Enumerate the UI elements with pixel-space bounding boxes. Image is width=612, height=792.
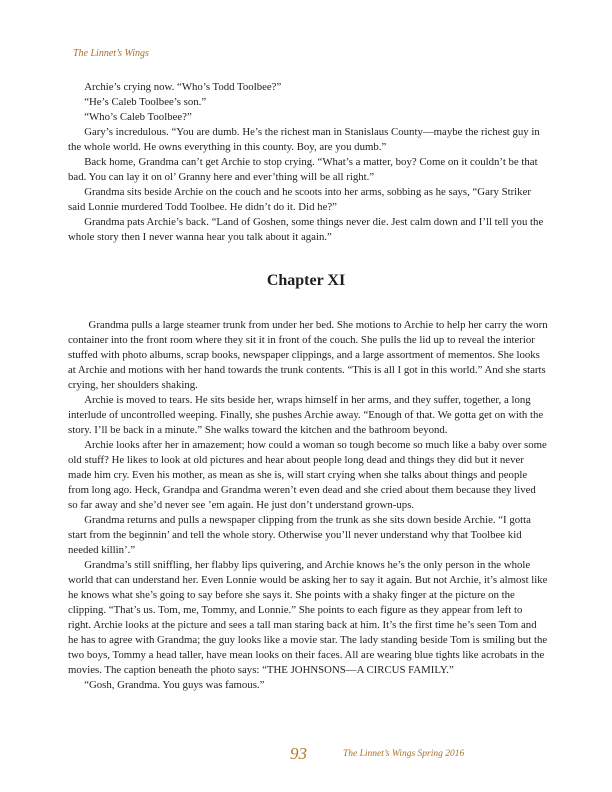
story-section-chapter-body [68,318,548,693]
paragraph: Grandma’s still sniffling, her flabby lips quivering, and Archie knows he’s the only person in the whole world that can understand her. Even Lonnie would be asking her to say it again. But not Archie, it’s almost like he knows what she’s going to say before she says it. She points with a shaky finger at the picture on the clipping. “That’s us. Tom, me, Tommy, and Lonnie.” She points to each figure as they appear from left to right. Archie looks at the picture and sees a tall man staring back at him. It’s the first time he’s seen Tom and he has to agree with Grandma; the guy looks like a movie star. The lady standing beside Tom is smiling but the two boys, Tommy a head taller, have mean looks on their faces. All are wearing blue tights like acrobats in the movies. The caption beneath the photo says: “THE JOHNSONS—A CIRCUS FAMILY.” [68,559,548,676]
paragraph: “Gosh, Grandma. You guys was famous.” [84,679,265,691]
running-head: The Linnet’s Wings [73,48,149,59]
chapter-heading: Chapter XI [266,272,346,289]
paragraph: Grandma returns and pulls a newspaper clipping from the trunk as she sits down beside Archie. “I gotta start from the beginnin’ and tell the whole story. Otherwise you’ll never understand why that Toolbee kid needed killin’.” [68,514,531,556]
story-section-before-chapter [68,80,548,245]
page-footer [0,744,612,768]
paragraph: Archie looks after her in amazement; how could a woman so tough become so much like a baby over some old stuff? He likes to look at old pictures and hear about people long dead and things they did but it never made him cry. Even his mother, as mean as she is, will start crying when she talks about things and people from long ago. Heck, Grandpa and Grandma weren’t even dead and she cried about them because they lived so far away and she’d never see ’em again. He just don’t understand grown-ups. [68,439,547,511]
paragraph: Back home, Grandma can’t get Archie to stop crying. “What’s a matter, boy? Come on it couldn’t be that bad. You can lay it on ol’ Granny here and ever’thing will be all right.” [68,156,538,183]
paragraph: Grandma pats Archie’s back. “Land of Goshen, some things never die. Jest calm down and I’ll tell you the whole story then I never wanna hear you talk about it again.” [68,216,544,243]
paragraph: Gary’s incredulous. “You are dumb. He’s the richest man in Stanislaus County—maybe the richest guy in the whole world. He owns everything in this county. Boy, are you dumb.” [68,126,540,153]
footer-publication-title: The Linnet’s Wings Spring 2016 [343,749,465,759]
paragraph: Archie is moved to tears. He sits beside her, wraps himself in her arms, and they suffer, together, a long interlude of uncontrolled weeping. Finally, she pushes Archie away. “Enough of that. We gotta get on with the story. I’ll be back in a minute.” She walks toward the kitchen and the bathroom beyond. [68,394,544,436]
page-number: 93 [290,744,307,763]
paragraph: Archie’s crying now. “Who’s Todd Toolbee?” [84,81,282,93]
paragraph: Grandma pulls a large steamer trunk from under her bed. She motions to Archie to help her carry the worn container into the front room where they sit it in front of the couch. She pulls the lid up to reveal the interior stuffed with photo albums, scrap books, newspaper clippings, and a large assortment of mementos. She looks at Archie and motions with her hand towards the trunk contents. “This is all I got in this world.” And she starts crying, her shoulders shaking. [68,319,548,391]
paragraph: Grandma sits beside Archie on the couch and he scoots into her arms, sobbing as he says, “Gary Striker said Lonnie murdered Todd Toolbee. He didn’t do it. Did he?” [68,186,531,213]
paragraph: “Who’s Caleb Toolbee?” [84,111,192,123]
paragraph: “He’s Caleb Toolbee’s son.” [84,96,207,108]
